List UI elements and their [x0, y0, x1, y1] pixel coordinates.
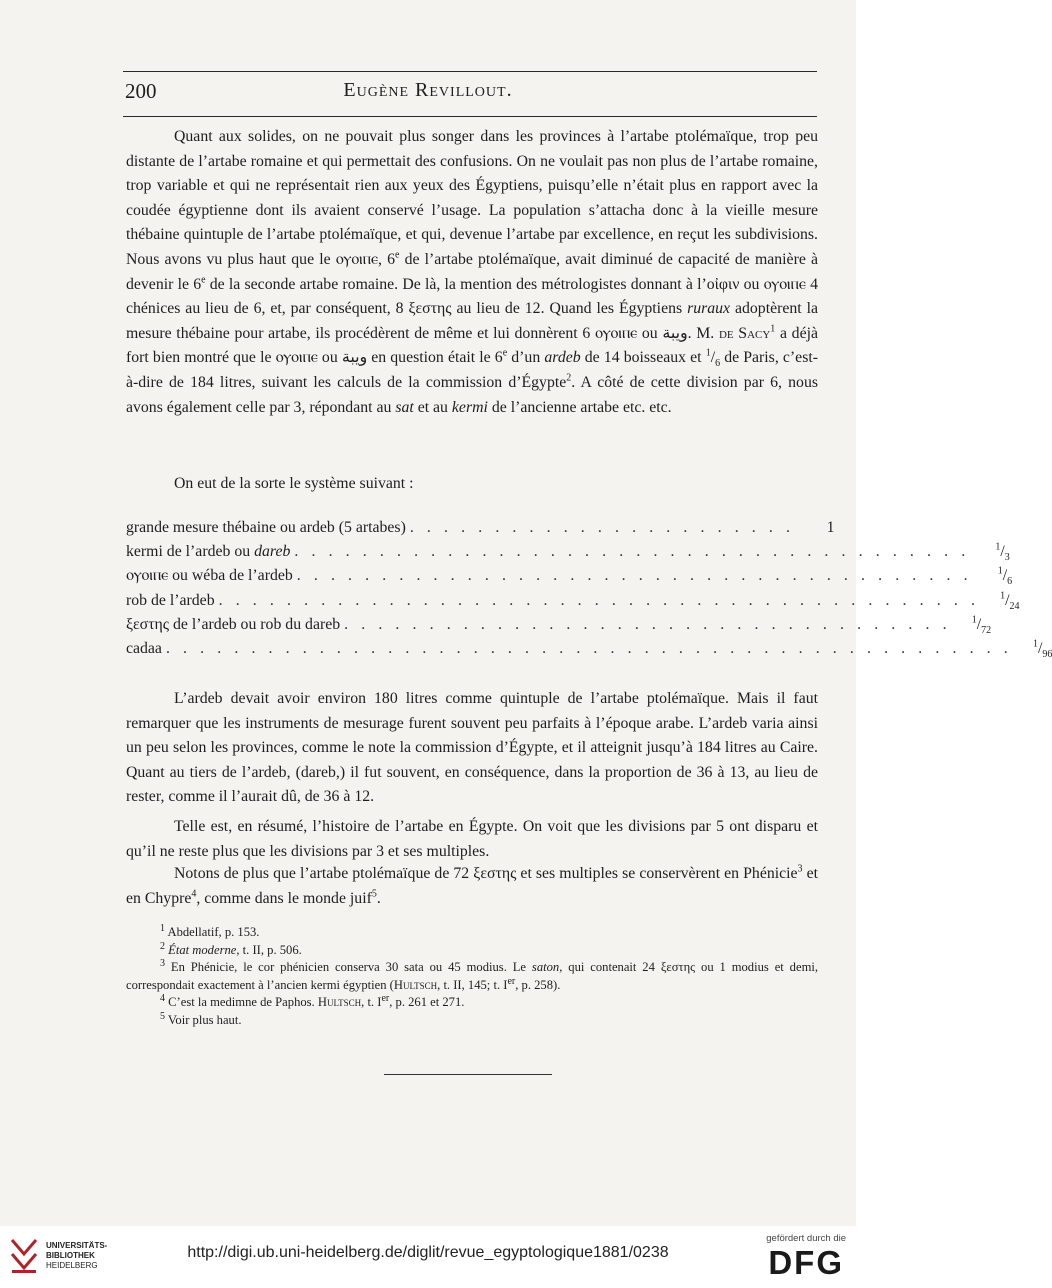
library-name: UNIVERSITÄTS- BIBLIOTHEK HEIDELBERG: [46, 1241, 108, 1270]
page-number: 200: [125, 79, 157, 103]
footnotes: [126, 924, 818, 1030]
viewer-footer: [0, 1226, 856, 1288]
header-rule-bottom: [123, 116, 817, 117]
end-rule: [384, 1074, 552, 1075]
table-row: cadaa . . . . . . . . . . . . . . . . . . . . . . . . . . . . . . . . . . . . . . . . . . . . . . . . . . $^1/_{96}$: [126, 638, 1052, 661]
table-row: grande mesure thébaine ou ardeb (5 artabes) . . . . . . . . . . . . . . . . . . . . . . . 1: [126, 519, 835, 536]
funder-caption: gefördert durch die: [766, 1233, 846, 1244]
dfg-logo[interactable]: DFG: [768, 1244, 844, 1281]
table-row: ⲟⲩⲟⲓⲡⲉ ou wéba de l’ardeb . . . . . . . . . . . . . . . . . . . . . . . . . . . . . . . . . . . . . . . . $^1/_6$: [126, 566, 1013, 588]
table-row: ξεστης de l’ardeb ou rob du dareb . . . . . . . . . . . . . . . . . . . . . . . . . . . . . . . . . . . . $^1/_{72}$: [126, 614, 992, 636]
paragraph-systeme: On eut de la sorte le système suivant :: [174, 475, 414, 492]
measures-table: [126, 519, 1052, 664]
footnote: $^2$ État moderne, t. II, p. 506.: [160, 940, 302, 957]
paragraph-solides: Quant aux solides, on ne pouvait plus songer dans les provinces à l’artabe ptolémaïque, trop peu distante de l’artabe romaine et qui permettait des confusions. On ne voulait pas non plus de l’artabe romaine, trop variable et qui ne représentait rien aux yeux des Égyptiens, puisqu’elle n’était plus en rapport avec la coudée égyptienne dont ils avaient conservé l’usage. La population s’attacha donc à la vieille mesure thébaine quintuple de l’artabe ptolémaïque, et qui, devenue l’artabe par excellence, en reçut les subdivisions. Nous avons vu plus haut que le ⲟⲩⲟⲓⲡⲉ, 6e de l’artabe ptolémaïque, avait diminué de capacité de manière à devenir le 6e de la seconde artabe romaine. De là, la mention des métrologistes donnant à l’οἰφιν ou ⲟⲩⲟⲓⲡⲉ 4 chénices au lieu de 6, et, par conséquent, 8 ξεστης au lieu de 12. Quand les Égyptiens ruraux adoptèrent la mesure thébaine pour artabe, ils procédèrent de même et lui donnèrent 6 ⲟⲩⲟⲓⲡⲉ ou ويبة. M. de Sacy$^1$ a déjà fort bien montré que le ⲟⲩⲟⲓⲡⲉ ou ويبة en question était le 6e d’un ardeb de 14 boisseaux et $^1/_6$ de Paris, c’est-à-dire de 184 litres, suivant les calculs de la commission d’Égypte$^2$. A côté de cette division par 6, nous avons également celle par 3, répondant au sat et au kermi de l’ancienne artabe etc. etc.: [126, 128, 818, 416]
paragraph-ardeb: L’ardeb devait avoir environ 180 litres comme quintuple de l’artabe ptolémaïque. Mais il faut remarquer que les instruments de mesurage furent souvent peu parfaits à l’époque arabe. L’ardeb varia ainsi un peu selon les provinces, comme le note la commission d’Égypte, et il atteignit jusqu’à 184 litres au Caire. Quant au tiers de l’ardeb, (dareb,) il fut souvent, en conséquence, dans la proportion de 36 à 13, au lieu de rester, comme il l’aurait dû, de 36 à 12.: [126, 690, 818, 806]
page-url-link[interactable]: http://digi.ub.uni-heidelberg.de/diglit/revue_egyptologique1881/0238: [187, 1244, 669, 1261]
table-row: rob de l’ardeb . . . . . . . . . . . . . . . . . . . . . . . . . . . . . . . . . . . . . . . . . . . . . $^1/_{24}$: [126, 590, 1020, 612]
footnote: $^4$ C’est la medimne de Paphos. Hultsch, t. Ier, p. 261 et 271.: [160, 993, 465, 1010]
paragraph-notons: Notons de plus que l’artabe ptolémaïque de 72 ξεστης et ses multiples se conservèrent en Phénicie$^3$ et en Chypre$^4$, comme dans le monde juif$^5$.: [126, 863, 819, 907]
footnote: $^5$ Voir plus haut.: [160, 1010, 242, 1027]
table-row: kermi de l’ardeb ou dareb . . . . . . . . . . . . . . . . . . . . . . . . . . . . . . . . . . . . . . . . $^1/_3$: [126, 541, 1010, 564]
footnote: $^3$ En Phénicie, le cor phénicien conserva 30 sata ou 45 modius. Le saton, qui contenait 24 ξεστης ou 1 modius et demi, correspondait exactement à l’ancien kermi égyptien (Hultsch, t. II, 145; t. Ier, p. 258).: [126, 958, 819, 992]
header-rule-top: [123, 71, 817, 72]
paragraph-resume: Telle est, en résumé, l’histoire de l’artabe en Égypte. On voit que les divisions par 5 ont disparu et qu’il ne reste plus que les divisions par 3 et ses multiples.: [126, 818, 818, 860]
footnote: $^1$ Abdellatif, p. 153.: [160, 922, 260, 939]
running-title: Eugène Revillout.: [343, 79, 513, 101]
